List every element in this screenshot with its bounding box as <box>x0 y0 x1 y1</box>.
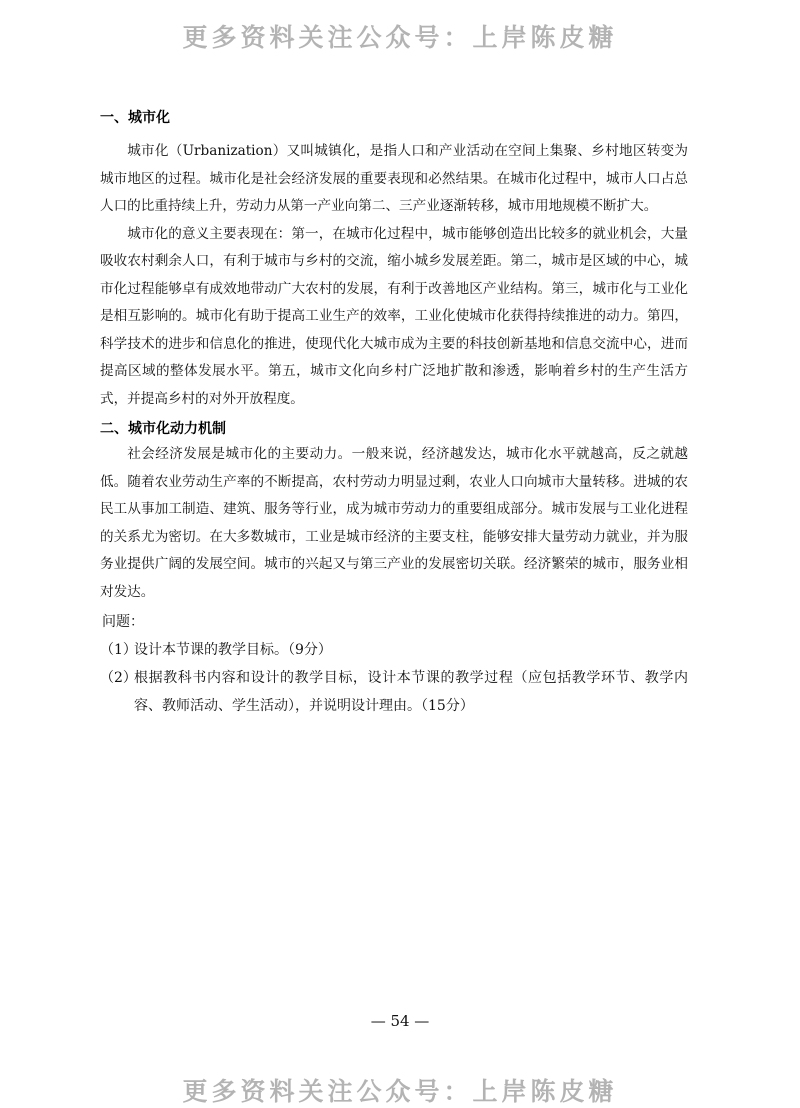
watermark-top: 更多资料关注公众号：上岸陈皮糖 <box>182 23 618 52</box>
question-number: （2） <box>100 670 137 686</box>
section-heading-driving-mechanism: 二、城市化动力机制 <box>100 421 226 437</box>
question-item-2 <box>100 664 688 720</box>
question-item-1 <box>100 636 688 664</box>
paragraph-driving-force: 社会经济发展是城市化的主要动力。一般来说，经济越发达，城市化水平就越高，反之就越低。随着农业劳动生产率的不断提高，农村劳动力明显过剩，农业人口向城市大量转移。进城的农民工从事加工制造、建筑、服务等行业，成为城市劳动力的重要组成部分。城市发展与工业化进程的关系尤为密切。在大多数城市，工业是城市经济的主要支柱，能够安排大量劳动力就业，并为服务业提供广阔的发展空间。城市的兴起又与第三产业的发展密切关联。经济繁荣的城市，服务业相对发达。 <box>100 446 688 600</box>
paragraph-definition: 城市化（Urbanization）又叫城镇化，是指人口和产业活动在空间上集聚、乡村地区转变为城市地区的过程。城市化是社会经济发展的重要表现和必然结果。在城市化过程中，城市人口占总人口的比重持续上升，劳动力从第一产业向第二、三产业逐渐转移，城市用地规模不断扩大。 <box>100 143 688 214</box>
document-body <box>100 106 688 720</box>
section-heading-urbanization: 一、城市化 <box>100 110 170 126</box>
paragraph-significance: 城市化的意义主要表现在：第一，在城市化过程中，城市能够创造出比较多的就业机会，大量吸收农村剩余人口，有利于城市与乡村的交流，缩小城乡发展差距。第二，城市是区域的中心，城市化过程能够卓有成效地带动广大农村的发展，有利于改善地区产业结构。第三，城市化与工业化是相互影响的。城市化有助于提高工业生产的效率，工业化使城市化获得持续推进的动力。第四，科学技术的进步和信息化的推进，使现代化大城市成为主要的科技创新基地和信息交流中心，进而提高区域的整体发展水平。第五，城市文化向乡村广泛地扩散和渗透，影响着乡村的生产生活方式，并提高乡村的对外开放程度。 <box>100 225 688 407</box>
question-text: 设计本节课的教学目标。（9分） <box>134 642 332 658</box>
watermark-bottom: 更多资料关注公众号：上岸陈皮糖 <box>182 1077 618 1106</box>
question-text: 根据教科书内容和设计的教学目标，设计本节课的教学过程（应包括教学环节、教学内容、教师活动、学生活动），并说明设计理由。（15分） <box>134 670 688 714</box>
page-number: — 54 — <box>370 1012 430 1030</box>
questions-heading: 问题： <box>102 614 144 630</box>
question-number: （1） <box>100 642 137 658</box>
